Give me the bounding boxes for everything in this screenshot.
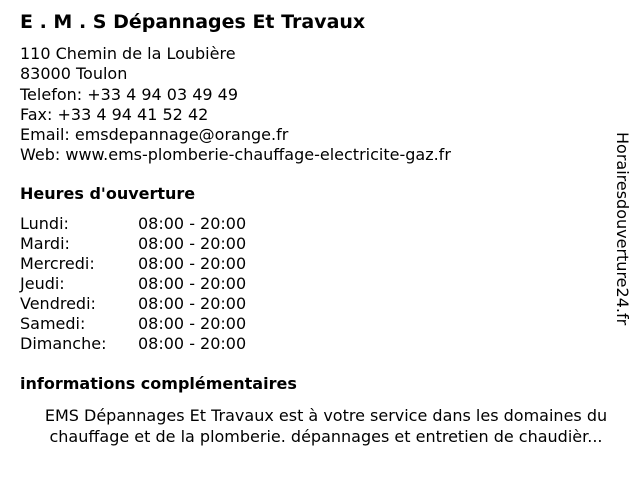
time-range: 08:00 - 20:00 — [138, 214, 247, 233]
fax-number: Fax: +33 4 94 41 52 42 — [20, 104, 209, 124]
time-range: 08:00 - 20:00 — [138, 294, 247, 313]
additional-info-text — [20, 405, 632, 447]
phone-number: Telefon: +33 4 94 03 49 49 — [20, 84, 239, 104]
time-range: 08:00 - 20:00 — [138, 234, 247, 253]
day-label: Mercredi: — [20, 254, 95, 273]
time-range: 08:00 - 20:00 — [138, 314, 247, 333]
hours-row — [20, 274, 280, 294]
time-range: 08:00 - 20:00 — [138, 334, 247, 353]
day-label: Jeudi: — [20, 274, 65, 293]
day-label: Lundi: — [20, 214, 69, 233]
additional-info-heading: informations complémentaires — [20, 374, 297, 393]
hours-row — [20, 294, 280, 314]
day-label: Mardi: — [20, 234, 70, 253]
hours-row — [20, 254, 280, 274]
info-line: chauffage et de la plomberie. dépannages et entretien de chaudièr... — [49, 427, 603, 446]
hours-row — [20, 334, 280, 354]
day-label: Vendredi: — [20, 294, 96, 313]
time-range: 08:00 - 20:00 — [138, 254, 247, 273]
website-url: Web: www.ems-plomberie-chauffage-electricite-gaz.fr — [20, 145, 451, 165]
hours-row — [20, 314, 280, 334]
info-line: EMS Dépannages Et Travaux est à votre service dans les domaines du — [44, 406, 608, 425]
opening-hours-heading: Heures d'ouverture — [20, 184, 196, 203]
business-name: E . M . S Dépannages Et Travaux — [20, 11, 366, 33]
address-street: 110 Chemin de la Loubière — [20, 44, 236, 63]
email-address: Email: emsdepannage@orange.fr — [20, 125, 289, 145]
day-label: Dimanche: — [20, 334, 107, 353]
day-label: Samedi: — [20, 314, 86, 333]
time-range: 08:00 - 20:00 — [138, 274, 247, 293]
site-watermark: Horairesdouverture24.fr — [613, 132, 632, 326]
address-city: 83000 Toulon — [20, 64, 128, 84]
opening-hours-table — [20, 214, 280, 354]
hours-row — [20, 234, 280, 254]
hours-row — [20, 214, 280, 234]
contact-block — [20, 44, 451, 166]
